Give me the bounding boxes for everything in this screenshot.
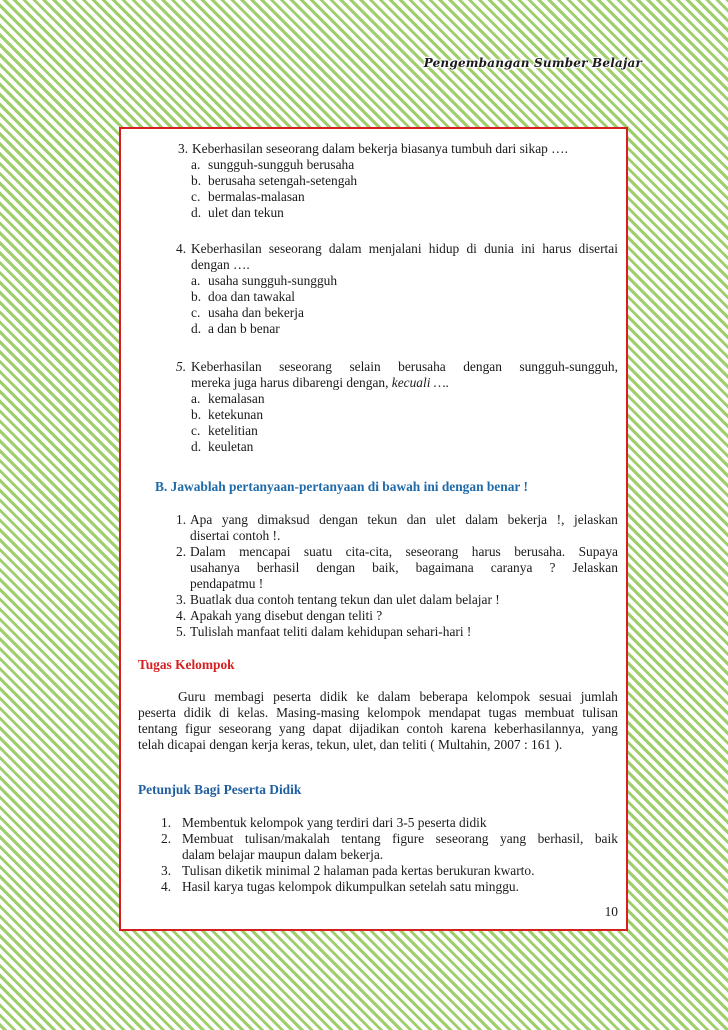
word: selain <box>349 359 381 374</box>
word: mendapat <box>428 705 481 720</box>
option-letter: d. <box>191 205 202 220</box>
running-header-title: Pengembangan Sumber Belajar <box>423 56 642 70</box>
word: figure <box>392 831 425 846</box>
word: yang <box>500 831 527 846</box>
word: harus <box>542 241 572 256</box>
item-text-line <box>182 831 618 847</box>
item-number: 4. <box>161 879 172 894</box>
option-letter: d. <box>191 439 202 454</box>
word: suatu <box>303 544 333 559</box>
word: kelompok <box>476 689 531 704</box>
question-text-italic: kecuali …. <box>391 375 450 390</box>
option-text: keuletan <box>208 439 254 454</box>
word: Masing-masing <box>276 705 360 720</box>
question-text-line <box>191 359 618 375</box>
word: disertai <box>578 241 618 256</box>
page-content <box>121 129 626 929</box>
question-text-line: dengan …. <box>191 257 250 272</box>
question-number: 4. <box>176 241 187 256</box>
option-letter: c. <box>191 305 201 320</box>
word: kelas. <box>237 705 269 720</box>
option-text: bermalas-malasan <box>208 189 305 204</box>
word: baik, <box>372 560 399 575</box>
paragraph-line: telah dicapai dengan kerja keras, tekun, ulet, dan teliti ( Multahin, 2007 : 161 ). <box>138 737 563 752</box>
question-text-prefix: mereka juga harus dibarengi dengan, <box>191 375 392 390</box>
word: seseorang <box>405 544 459 559</box>
word: dapat <box>312 721 342 736</box>
word: dimaksud <box>257 512 310 527</box>
word: usahanya <box>190 560 240 575</box>
word: ke <box>356 689 369 704</box>
word: Guru <box>178 689 206 704</box>
word: Membuat <box>182 831 234 846</box>
word: ulet <box>435 512 456 527</box>
option-text: sungguh-sungguh berusaha <box>208 157 355 172</box>
word: dijadikan <box>349 721 400 736</box>
word: tulisan/makalah <box>244 831 330 846</box>
petunjuk-heading: Petunjuk Bagi Peserta Didik <box>138 782 302 797</box>
item-text-line: dalam belajar maupun dalam bekerja. <box>182 847 384 862</box>
question-number: 4. <box>176 608 187 623</box>
word: yang <box>279 721 306 736</box>
word: caranya <box>490 560 533 575</box>
word: di <box>219 705 230 720</box>
option-letter: a. <box>191 391 201 406</box>
word: peserta <box>273 689 312 704</box>
word: ini <box>521 241 536 256</box>
question-text-line <box>190 560 618 576</box>
question-text-line: disertai contoh !. <box>190 528 281 543</box>
item-number: 1. <box>161 815 172 830</box>
word: dunia <box>484 241 514 256</box>
question-text-line <box>191 375 618 391</box>
word: peserta <box>138 705 176 720</box>
word: dan <box>406 512 427 527</box>
word: tentang <box>341 831 381 846</box>
option-text: doa dan tawakal <box>208 289 295 304</box>
word: tekun <box>367 512 398 527</box>
word: bekerja <box>507 512 548 527</box>
word: seseorang <box>218 721 272 736</box>
word: dengan <box>319 512 358 527</box>
word: di <box>466 241 477 256</box>
word: beberapa <box>419 689 468 704</box>
option-text: a dan b benar <box>208 321 280 336</box>
word: figur <box>185 721 212 736</box>
word: hidup <box>428 241 460 256</box>
word: cita-cita, <box>345 544 393 559</box>
question-number: 5. <box>176 359 187 374</box>
question-text: Buatlak dua contoh tentang tekun dan ulet dalam belajar ! <box>190 592 500 607</box>
word: bagaimana <box>415 560 474 575</box>
word: karena <box>450 721 487 736</box>
word: baik <box>594 831 618 846</box>
word: harus <box>471 544 501 559</box>
page-number: 10 <box>604 904 618 919</box>
word: jelaskan <box>574 512 618 527</box>
word: berusaha. <box>514 544 566 559</box>
word: Apa <box>190 512 213 527</box>
word: yang <box>221 512 248 527</box>
item-text: Tulisan diketik minimal 2 halaman pada kertas berukuran kwarto. <box>182 863 535 878</box>
option-letter: b. <box>191 289 202 304</box>
word: Supaya <box>578 544 618 559</box>
word: Jelaskan <box>572 560 618 575</box>
item-number: 2. <box>161 831 172 846</box>
tugas-paragraph <box>138 689 618 753</box>
word: Keberhasilan <box>191 241 262 256</box>
tugas-kelompok-heading: Tugas Kelompok <box>138 657 235 672</box>
word: membuat <box>524 705 575 720</box>
item-text: Hasil karya tugas kelompok dikumpulkan setelah satu minggu. <box>182 879 519 894</box>
question-number: 2. <box>176 544 187 559</box>
word: sungguh-sungguh, <box>519 359 618 374</box>
option-text: ketelitian <box>208 423 258 438</box>
option-text: ulet dan tekun <box>208 205 284 220</box>
word: contoh <box>406 721 444 736</box>
word: dalam <box>377 689 411 704</box>
word: sesuai <box>539 689 572 704</box>
word: dalam <box>465 512 499 527</box>
word: seseorang <box>435 831 489 846</box>
question-text-line <box>190 512 618 528</box>
word: Dalam <box>190 544 226 559</box>
option-letter: a. <box>191 157 201 172</box>
question-text: Apakah yang disebut dengan teliti ? <box>190 608 383 623</box>
word: seseorang <box>268 241 322 256</box>
option-text: usaha sungguh-sungguh <box>208 273 338 288</box>
word: berhasil <box>256 560 300 575</box>
option-text: ketekunan <box>208 407 264 422</box>
word: berusaha <box>398 359 446 374</box>
question-number: 3. <box>176 592 187 607</box>
question-text-line <box>190 544 618 560</box>
word: tentang <box>138 721 178 736</box>
option-letter: b. <box>191 173 202 188</box>
paragraph-line <box>138 689 618 705</box>
word: mencapai <box>239 544 291 559</box>
word: keberhasilannya, <box>493 721 585 736</box>
word: yang <box>591 721 618 736</box>
word: jumlah <box>580 689 618 704</box>
option-letter: d. <box>191 321 202 336</box>
word: tugas <box>488 705 517 720</box>
page-frame <box>119 127 628 931</box>
option-letter: b. <box>191 407 202 422</box>
word: ? <box>549 560 556 575</box>
option-text: berusaha setengah-setengah <box>208 173 358 188</box>
option-text: usaha dan bekerja <box>208 305 304 320</box>
word: menjalani <box>368 241 422 256</box>
option-letter: a. <box>191 273 201 288</box>
word: kelompok <box>367 705 421 720</box>
paragraph-line <box>138 705 618 721</box>
item-number: 3. <box>161 863 172 878</box>
word: berhasil, <box>537 831 584 846</box>
option-letter: c. <box>191 189 201 204</box>
question-number: 3. <box>178 141 189 156</box>
word: didik <box>183 705 212 720</box>
word: !, <box>556 512 565 527</box>
word: dengan <box>316 560 356 575</box>
question-number: 1. <box>176 512 187 527</box>
word: Keberhasilan <box>191 359 262 374</box>
question-number: 5. <box>176 624 187 639</box>
item-text: Membentuk kelompok yang terdiri dari 3-5 peserta didik <box>182 815 487 830</box>
question-text-line <box>191 241 618 257</box>
question-text: Tulislah manfaat teliti dalam kehidupan sehari-hari ! <box>190 624 472 639</box>
word: dengan <box>463 359 502 374</box>
paragraph-line <box>138 721 618 737</box>
question-text-line: pendapatmu ! <box>190 576 264 591</box>
option-letter: c. <box>191 423 201 438</box>
word: didik <box>319 689 348 704</box>
word: seseorang <box>279 359 332 374</box>
word: tulisan <box>582 705 618 720</box>
section-b-heading: B. Jawablah pertanyaan-pertanyaan di bawah ini dengan benar ! <box>155 479 528 494</box>
option-text: kemalasan <box>208 391 265 406</box>
word: dalam <box>328 241 362 256</box>
question-text: Keberhasilan seseorang dalam bekerja biasanya tumbuh dari sikap …. <box>192 141 568 156</box>
word: membagi <box>214 689 265 704</box>
